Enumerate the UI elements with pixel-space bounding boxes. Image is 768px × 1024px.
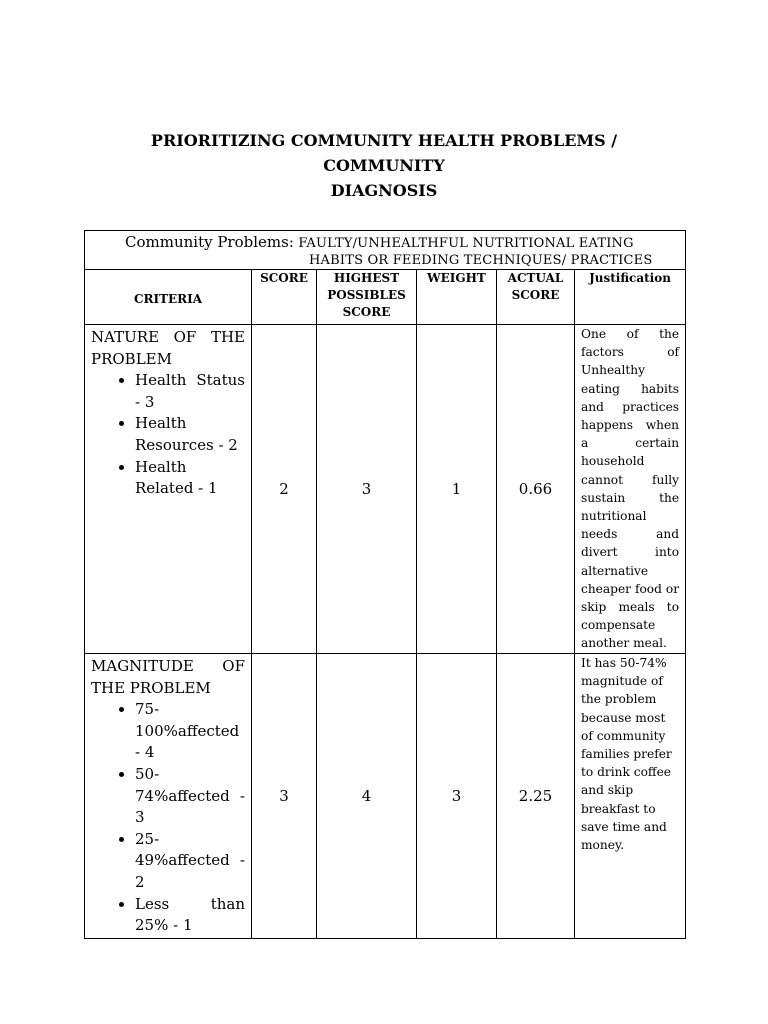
header-score: SCORE xyxy=(252,270,317,325)
document-title xyxy=(100,128,668,203)
criteria-options-list xyxy=(91,699,245,937)
criteria-cell xyxy=(85,325,252,654)
justification-cell: One of the factors of Unhealthy eating habits and practices happens when a certain household cannot fully sustain the nutritional needs and divert into alternative cheaper food or skip meals to compensate another meal. xyxy=(575,325,686,654)
criteria-option: • Health Status - 3 xyxy=(135,370,245,413)
justification-cell: It has 50-74% magnitude of the problem because most of community families prefer to drink coffee and skip breakfast to save time and money. xyxy=(575,654,686,939)
header-criteria: CRITERIA xyxy=(85,270,252,325)
prioritization-table xyxy=(84,230,686,939)
header-weight: WEIGHT xyxy=(417,270,497,325)
header-highest-line-1: HIGHEST xyxy=(333,271,400,285)
table-row-magnitude xyxy=(85,654,686,939)
document-title-line-2: DIAGNOSIS xyxy=(330,181,438,200)
score-cell: 2 xyxy=(252,325,317,654)
criteria-option: • 25-49%affected - 2 xyxy=(135,829,245,894)
criteria-title-line-2: THE PROBLEM xyxy=(91,678,211,697)
criteria-title-line-1: MAGNITUDE OF xyxy=(91,657,245,675)
document-title-line-1: PRIORITIZING COMMUNITY HEALTH PROBLEMS / COMMUNITY xyxy=(150,131,618,175)
criteria-title-line-1: NATURE OF THE xyxy=(91,328,245,346)
weight-cell: 1 xyxy=(417,325,497,654)
community-problems-value-line-1: FAULTY/UNHEALTHFUL NUTRITIONAL EATING xyxy=(298,236,634,251)
actual-score-cell: 2.25 xyxy=(497,654,575,939)
table-row-nature xyxy=(85,325,686,654)
header-highest-line-3: SCORE xyxy=(342,305,391,319)
weight-cell: 3 xyxy=(417,654,497,939)
criteria-option: • Health Related - 1 xyxy=(135,457,245,500)
community-problems-cell xyxy=(85,231,686,270)
criteria-options-list xyxy=(91,370,245,500)
criteria-option: • Less than 25% - 1 xyxy=(135,894,245,937)
criteria-cell xyxy=(85,654,252,939)
header-row xyxy=(85,270,686,325)
criteria-option: • Health Resources - 2 xyxy=(135,413,245,456)
community-problems-label: Community Problems: xyxy=(125,233,294,251)
header-highest-possible-score xyxy=(317,270,417,325)
criteria-title-line-2: PROBLEM xyxy=(91,349,172,368)
community-problems-row xyxy=(85,231,686,270)
criteria-option: • 75-100%affected - 4 xyxy=(135,699,245,764)
highest-possible-score-cell: 4 xyxy=(317,654,417,939)
header-actual-line-1: ACTUAL xyxy=(507,271,564,285)
actual-score-cell: 0.66 xyxy=(497,325,575,654)
header-actual-line-2: SCORE xyxy=(511,288,560,302)
criteria-option: • 50-74%affected - 3 xyxy=(135,764,245,829)
header-actual-score xyxy=(497,270,575,325)
header-justification: Justification xyxy=(575,270,686,325)
header-highest-line-2: POSSIBLES xyxy=(327,288,406,302)
score-cell: 3 xyxy=(252,654,317,939)
highest-possible-score-cell: 3 xyxy=(317,325,417,654)
community-problems-value-line-2: HABITS OR FEEDING TECHNIQUES/ PRACTICES xyxy=(309,253,653,268)
